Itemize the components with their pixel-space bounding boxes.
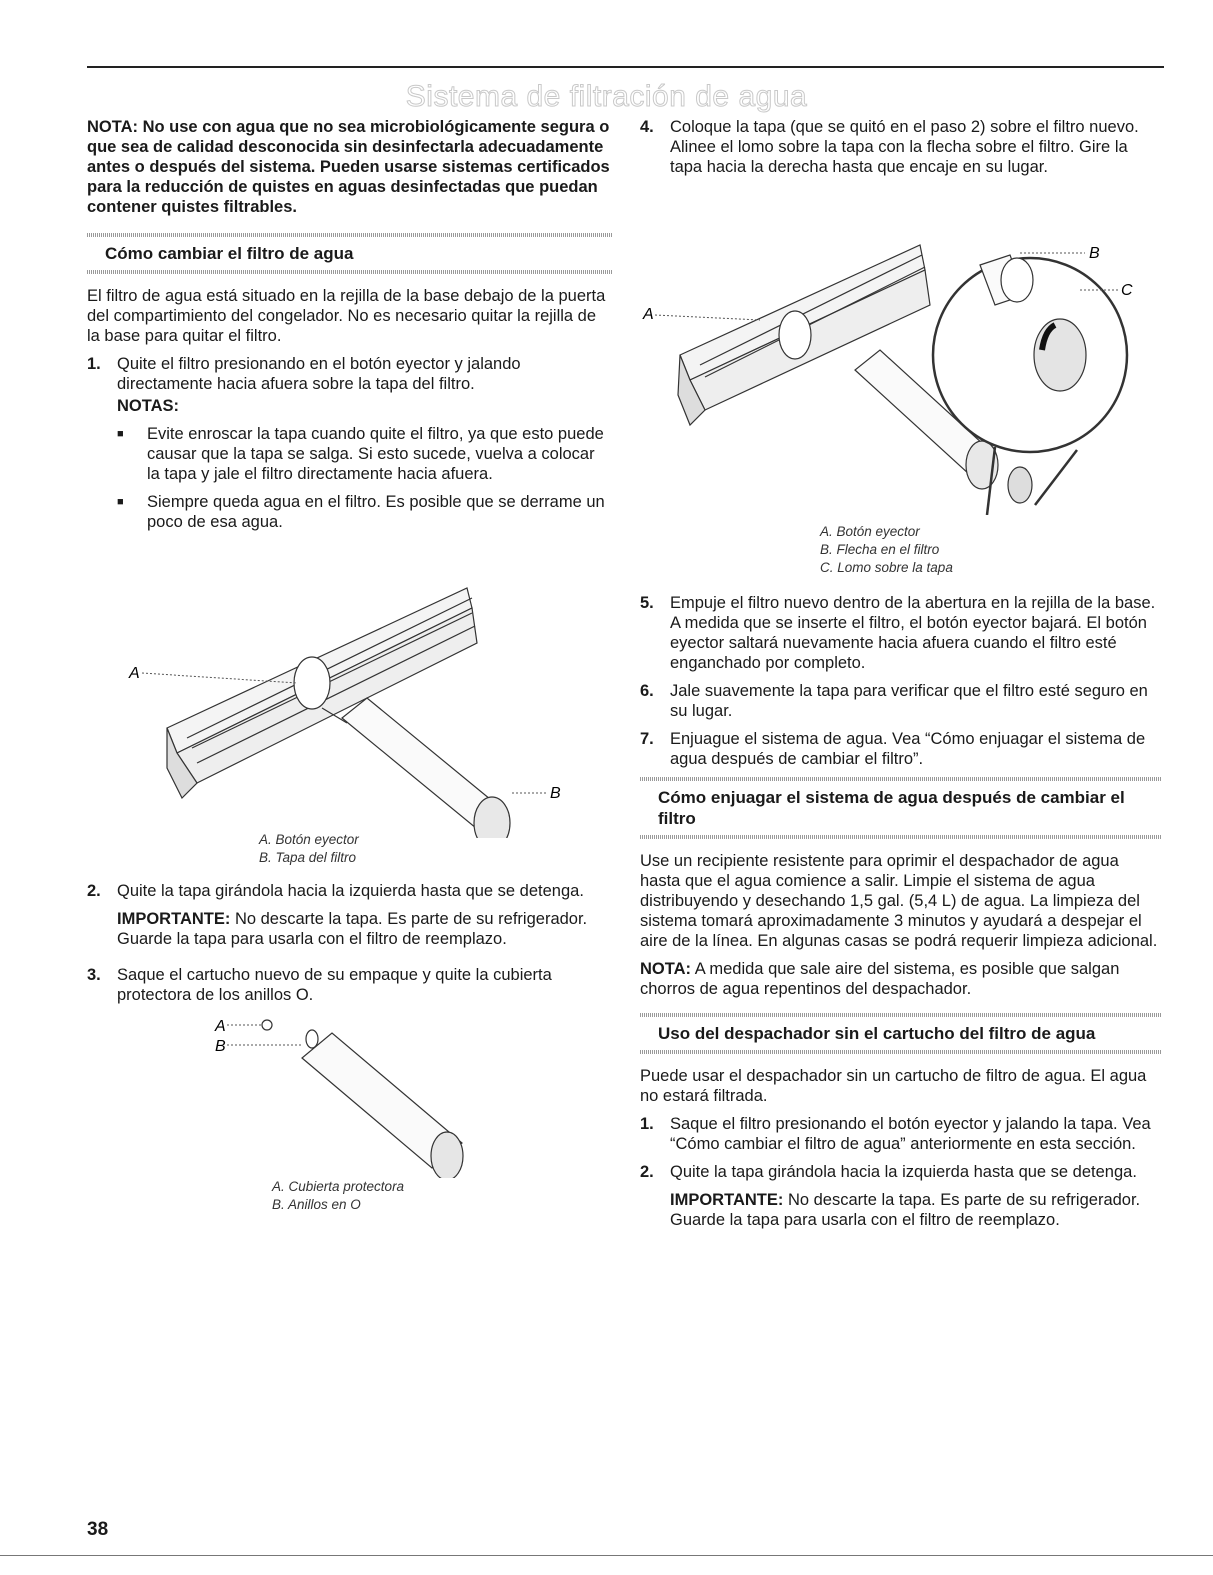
step-text: Saque el filtro presionando el botón eyector y jalando la tapa. Vea “Cómo cambiar el filtro de agua” anteriormente en esta sección. bbox=[670, 1115, 1151, 1153]
figure-caption: B. Tapa del filtro bbox=[259, 850, 357, 865]
section-intro: El filtro de agua está situado en la rejilla de la base debajo de la puerta del compartimiento del congelador. No es necesario quitar la rejilla de la base para quitar el filtro. bbox=[87, 287, 606, 345]
fig-label-a: A bbox=[215, 1018, 226, 1035]
note-text: A medida que sale aire del sistema, es posible que salgan chorros de agua repentinos del despachador. bbox=[640, 960, 1120, 998]
top-rule bbox=[87, 66, 1164, 68]
important-label: IMPORTANTE: bbox=[117, 910, 231, 928]
note-label: NOTA: bbox=[640, 960, 692, 978]
step-number: 2. bbox=[87, 882, 101, 900]
hatch-divider bbox=[87, 270, 612, 274]
step-text: Jale suavemente la tapa para verificar que el filtro esté seguro en su lugar. bbox=[670, 682, 1148, 720]
important-note bbox=[670, 1190, 1162, 1230]
hatch-divider bbox=[640, 835, 1162, 839]
fig-label-a: A bbox=[129, 665, 140, 682]
step-7 bbox=[640, 729, 1162, 769]
step-number: 1. bbox=[87, 355, 101, 373]
step-text: Quite la tapa girándola hacia la izquierda hasta que se detenga. bbox=[117, 882, 584, 900]
step-3 bbox=[87, 965, 612, 1005]
step-text: Enjuague el sistema de agua. Vea “Cómo enjuagar el sistema de agua después de cambiar el filtro”. bbox=[670, 730, 1146, 768]
section-note bbox=[640, 959, 1162, 999]
bullet-text: Evite enroscar la tapa cuando quite el filtro, ya que esto puede causar que la tapa se salga. Si esto sucede, vuelva a colocar la tapa y jale el filtro directamente hacia afuera. bbox=[147, 425, 604, 483]
bullet-item bbox=[117, 492, 612, 532]
step-text: Coloque la tapa (que se quitó en el paso 2) sobre el filtro nuevo. Alinee el lomo sobre la tapa con la flecha sobre el filtro. Gire la tapa hacia la derecha hasta que encaje en su lugar. bbox=[670, 118, 1139, 176]
bullet-square-icon: ■ bbox=[117, 428, 124, 440]
bullet-item bbox=[117, 424, 612, 484]
section-change-filter-header bbox=[87, 233, 612, 274]
step-number: 2. bbox=[640, 1163, 654, 1181]
fig-label-b: B bbox=[215, 1038, 226, 1055]
section-heading: Uso del despachador sin el cartucho del filtro de agua bbox=[658, 1024, 1096, 1043]
safety-note: NOTA: No use con agua que no sea microbiológicamente segura o que sea de calidad desconocida sin desinfectarla adecuadamente antes o después del sistema. Pueden usarse sistemas certificados para la reducción de quistes en aguas desinfectadas que puedan contener quistes filtrables. bbox=[87, 118, 610, 216]
cap-alignment-illustration bbox=[640, 185, 1162, 515]
important-note bbox=[117, 909, 612, 949]
step-2 bbox=[87, 881, 612, 957]
step-number: 7. bbox=[640, 730, 654, 748]
fig-label-c: C bbox=[1121, 282, 1133, 299]
important-text: No descarte la tapa. Es parte de su refrigerador. Guarde la tapa para usarla con el filtro de reemplazo. bbox=[670, 1191, 1141, 1229]
section-heading: Cómo enjuagar el sistema de agua después de cambiar el filtro bbox=[658, 788, 1125, 828]
filter-removal-illustration bbox=[87, 548, 612, 838]
section-no-cartridge-header bbox=[640, 1013, 1162, 1054]
fig-label-b: B bbox=[550, 785, 561, 802]
fig-label-a: A bbox=[643, 306, 654, 323]
step-text: Saque el cartucho nuevo de su empaque y quite la cubierta protectora de los anillos O. bbox=[117, 966, 552, 1004]
figure-caption: A. Cubierta protectora bbox=[272, 1179, 405, 1194]
figure-caption: C. Lomo sobre la tapa bbox=[820, 560, 953, 575]
section-text: Puede usar el despachador sin un cartucho de filtro de agua. El agua no estará filtrada. bbox=[640, 1067, 1147, 1105]
step-number: 6. bbox=[640, 682, 654, 700]
left-column bbox=[87, 117, 612, 1214]
section-flush-header bbox=[640, 777, 1162, 839]
hatch-divider bbox=[640, 1050, 1162, 1054]
right-column bbox=[640, 117, 1162, 1246]
fig-label-b: B bbox=[1089, 245, 1100, 262]
step-2 bbox=[640, 1162, 1162, 1238]
step-number: 1. bbox=[640, 1115, 654, 1133]
bullet-square-icon: ■ bbox=[117, 496, 124, 508]
figure-caption: B. Flecha en el filtro bbox=[820, 542, 940, 557]
step-4 bbox=[640, 117, 1162, 177]
step-text: Quite la tapa girándola hacia la izquierda hasta que se detenga. bbox=[670, 1163, 1137, 1181]
section-text: Use un recipiente resistente para oprimir el despachador de agua hasta que el agua comience a salir. Limpie el sistema de agua distribuyendo y desechando 1,5 gal. (5,4 L) de agua. La limpieza del sistema tomará aproximadamente 3 minutos y ayudará a despejar el aire de la línea. En algunas casas se podrá requerir limpieza adicional. bbox=[640, 852, 1158, 950]
important-label: IMPORTANTE: bbox=[670, 1191, 784, 1209]
important-text: No descarte la tapa. Es parte de su refrigerador. Guarde la tapa para usarla con el filtro de reemplazo. bbox=[117, 910, 588, 948]
notas-label: NOTAS: bbox=[117, 397, 180, 415]
step-number: 4. bbox=[640, 118, 654, 136]
step-6 bbox=[640, 681, 1162, 721]
bottom-rule bbox=[0, 1555, 1213, 1556]
step-number: 3. bbox=[87, 966, 101, 984]
page-number: 38 bbox=[87, 1519, 109, 1540]
figure-caption: A. Botón eyector bbox=[820, 524, 920, 539]
page-title: Sistema de filtración de agua bbox=[405, 80, 808, 113]
step-1 bbox=[640, 1114, 1162, 1154]
step-number: 5. bbox=[640, 594, 654, 612]
step-5 bbox=[640, 593, 1162, 673]
bullet-text: Siempre queda agua en el filtro. Es posible que se derrame un poco de esa agua. bbox=[147, 493, 605, 531]
cartridge-illustration bbox=[87, 1013, 612, 1178]
step-text: Empuje el filtro nuevo dentro de la abertura en la rejilla de la base. A medida que se inserte el filtro, el botón eyector bajará. El botón eyector saltará nuevamente hacia afuera cuando el filtro esté enganchado por completo. bbox=[670, 594, 1156, 672]
section-heading: Cómo cambiar el filtro de agua bbox=[105, 244, 354, 263]
step-1 bbox=[87, 354, 612, 540]
figure-caption: B. Anillos en O bbox=[272, 1197, 361, 1212]
step-text: Quite el filtro presionando en el botón eyector y jalando directamente hacia afuera sobre la tapa del filtro. bbox=[117, 355, 521, 393]
figure-caption: A. Botón eyector bbox=[259, 832, 359, 847]
